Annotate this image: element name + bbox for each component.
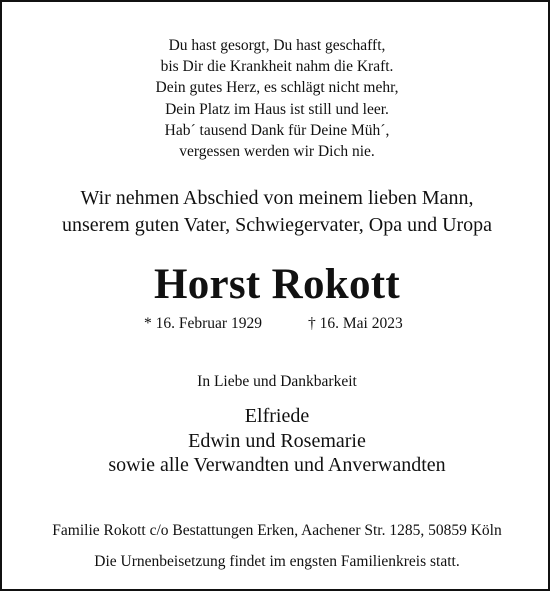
funeral-note: Die Urnenbeisetzung findet im engsten Familienkreis statt. xyxy=(94,553,460,570)
intro-line: unserem guten Vater, Schwiegervater, Opa und Uropa xyxy=(61,214,493,236)
poem-block xyxy=(2,35,550,162)
poem-line: Dein gutes Herz, es schlägt nicht mehr, xyxy=(155,79,399,97)
poem-line: bis Dir die Krankheit nahm die Kraft. xyxy=(160,58,394,76)
mourner-line: Edwin und Rosemarie xyxy=(188,429,366,452)
mourner-line: sowie alle Verwandten und Anverwandten xyxy=(108,454,446,476)
life-dates xyxy=(2,313,550,337)
love-phrase: In Liebe und Dankbarkeit xyxy=(197,373,357,390)
poem-line: vergessen werden wir Dich nie. xyxy=(179,143,375,161)
intro-line: Wir nehmen Abschied von meinem lieben Mann, xyxy=(80,187,474,209)
poem-line: Du hast gesorgt, Du hast geschafft, xyxy=(168,37,386,54)
death-date: † 16. Mai 2023 xyxy=(308,315,403,332)
farewell-intro xyxy=(2,185,550,239)
mourner-line: Elfriede xyxy=(244,405,310,427)
mourners-list xyxy=(2,404,550,478)
poem-line: Dein Platz im Haus ist still und leer. xyxy=(165,100,389,118)
deceased-name: Horst Rokott xyxy=(153,261,401,308)
contact-address: Familie Rokott c/o Bestattungen Erken, Aachener Str. 1285, 50859 Köln xyxy=(52,522,502,539)
poem-line: Hab´ tausend Dank für Deine Müh´, xyxy=(164,121,390,139)
birth-date: * 16. Februar 1929 xyxy=(144,315,262,332)
